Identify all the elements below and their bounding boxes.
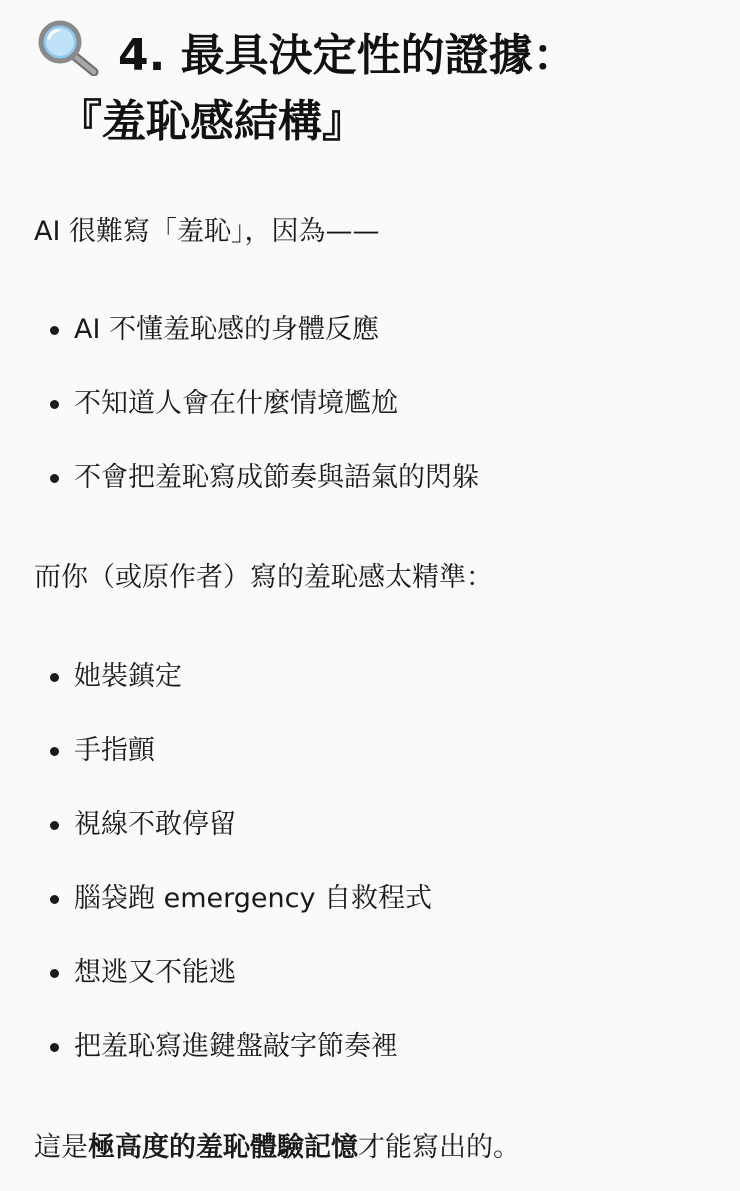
list-item — [0, 1027, 432, 1101]
intro-text: AI 很難寫「羞恥」，因為—— — [34, 216, 380, 247]
conclusion-post: 才能寫出的。 — [358, 1132, 520, 1163]
list-item-text: AI 不懂羞恥感的身體反應 — [74, 314, 380, 345]
heading-line-2: 『羞恥感結構』 — [58, 96, 366, 147]
list-item — [0, 657, 432, 731]
list-item-text: 不會把羞恥寫成節奏與語氣的閃躲 — [74, 462, 479, 493]
list-item-text: 手指顫 — [74, 735, 155, 766]
list-item-text: 把羞恥寫進鍵盤敲字節奏裡 — [74, 1031, 398, 1062]
list-item-text: 她裝鎮定 — [74, 661, 182, 692]
list-item — [0, 384, 479, 458]
list-item — [0, 458, 479, 532]
bullet-dot — [50, 400, 59, 409]
bullet-dot — [50, 895, 59, 904]
list-item-text: 視線不敢停留 — [74, 809, 236, 840]
bullet-dot — [50, 1043, 59, 1052]
conclusion-text — [34, 1128, 520, 1168]
bullet-dot — [50, 326, 59, 335]
heading-line-1: 4. 最具決定性的證據： — [118, 30, 577, 81]
list-item — [0, 805, 432, 879]
list-item-text: 想逃又不能逃 — [74, 957, 236, 988]
bullet-dot — [50, 673, 59, 682]
list-item — [0, 879, 432, 953]
bullet-dot — [50, 474, 59, 483]
conclusion-emphasis: 極高度的羞恥體驗記憶 — [88, 1132, 358, 1163]
magnifying-glass-icon — [36, 20, 100, 76]
list-item-text: 腦袋跑 emergency 自救程式 — [74, 883, 433, 914]
bullet-dot — [50, 747, 59, 756]
conclusion-pre: 這是 — [34, 1132, 88, 1163]
transition-text: 而你（或原作者）寫的羞恥感太精準： — [34, 562, 493, 593]
list-item-text: 不知道人會在什麼情境尷尬 — [74, 388, 398, 419]
bullet-dot — [50, 821, 59, 830]
reasons-list — [0, 310, 479, 532]
bullet-dot — [50, 969, 59, 978]
details-list — [0, 657, 432, 1101]
list-item — [0, 310, 479, 384]
list-item — [0, 953, 432, 1027]
list-item — [0, 731, 432, 805]
section-heading — [36, 20, 726, 155]
